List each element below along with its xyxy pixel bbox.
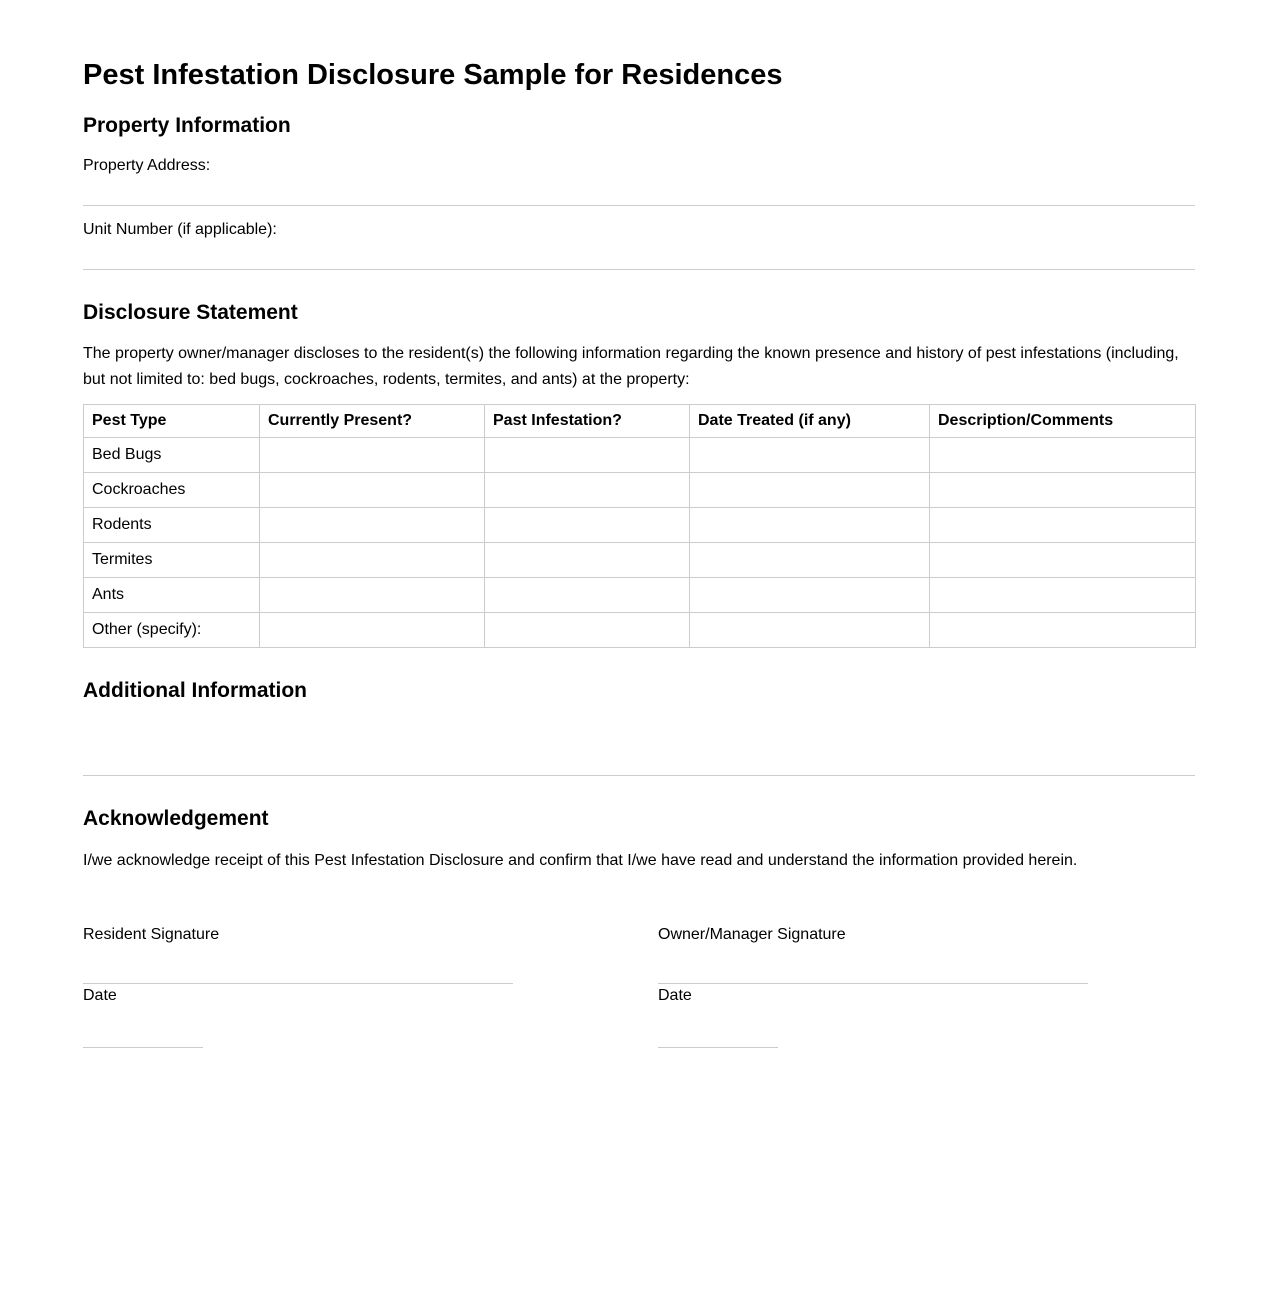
date-treated-cell[interactable] bbox=[690, 578, 930, 613]
section-property-information bbox=[83, 113, 1195, 270]
description-comments-cell[interactable] bbox=[930, 613, 1196, 648]
additional-information-input-area[interactable] bbox=[83, 719, 1195, 776]
past-infestation-cell[interactable] bbox=[485, 613, 690, 648]
description-comments-cell[interactable] bbox=[930, 438, 1196, 473]
currently-present-cell[interactable] bbox=[260, 508, 485, 543]
pest-infestation-table bbox=[83, 404, 1196, 648]
date-treated-cell[interactable] bbox=[690, 438, 930, 473]
table-row bbox=[84, 578, 1196, 613]
unit-number-input-line[interactable] bbox=[83, 242, 1195, 270]
description-comments-cell[interactable] bbox=[930, 543, 1196, 578]
property-address-field bbox=[83, 154, 1195, 206]
section-acknowledgement bbox=[83, 806, 1195, 1048]
property-address-input-line[interactable] bbox=[83, 178, 1195, 206]
currently-present-cell[interactable] bbox=[260, 473, 485, 508]
column-header-pest-type: Pest Type bbox=[84, 405, 260, 438]
disclosure-intro-text: The property owner/manager discloses to the resident(s) the following information regarding the known presence and history of pest infestations (including, but not limited to: bed bugs, cockroaches, rodents, termites, and ants) at the property: bbox=[83, 345, 1179, 388]
property-address-label: Property Address: bbox=[83, 156, 211, 174]
past-infestation-cell[interactable] bbox=[485, 473, 690, 508]
resident-signature-label: Resident Signature bbox=[83, 926, 220, 944]
table-row bbox=[84, 438, 1196, 473]
table-row bbox=[84, 543, 1196, 578]
past-infestation-cell[interactable] bbox=[485, 438, 690, 473]
past-infestation-cell[interactable] bbox=[485, 578, 690, 613]
disclosure-statement-heading: Disclosure Statement bbox=[83, 300, 298, 324]
past-infestation-cell[interactable] bbox=[485, 543, 690, 578]
pest-type-cell: Cockroaches bbox=[84, 473, 260, 508]
pest-type-cell: Bed Bugs bbox=[84, 438, 260, 473]
resident-signature-line[interactable] bbox=[83, 947, 513, 984]
column-header-description-comments: Description/Comments bbox=[930, 405, 1196, 438]
past-infestation-cell[interactable] bbox=[485, 508, 690, 543]
owner-manager-date-line[interactable] bbox=[658, 1008, 778, 1048]
pest-type-cell: Ants bbox=[84, 578, 260, 613]
acknowledgement-statement: I/we acknowledge receipt of this Pest Infestation Disclosure and confirm that I/we have read and understand the information provided herein. bbox=[83, 851, 1078, 869]
section-disclosure-statement bbox=[83, 300, 1195, 648]
description-comments-cell[interactable] bbox=[930, 473, 1196, 508]
table-row bbox=[84, 508, 1196, 543]
pest-type-cell: Other (specify): bbox=[84, 613, 260, 648]
table-row bbox=[84, 613, 1196, 648]
date-treated-cell[interactable] bbox=[690, 543, 930, 578]
column-header-date-treated: Date Treated (if any) bbox=[690, 405, 930, 438]
column-header-past-infestation: Past Infestation? bbox=[485, 405, 690, 438]
date-treated-cell[interactable] bbox=[690, 613, 930, 648]
pest-type-cell: Termites bbox=[84, 543, 260, 578]
additional-information-heading: Additional Information bbox=[83, 679, 307, 703]
signature-row bbox=[83, 923, 1195, 1048]
owner-manager-signature-line[interactable] bbox=[658, 947, 1088, 984]
currently-present-cell[interactable] bbox=[260, 613, 485, 648]
description-comments-cell[interactable] bbox=[930, 508, 1196, 543]
page-title: Pest Infestation Disclosure Sample for Residences bbox=[83, 59, 783, 91]
description-comments-cell[interactable] bbox=[930, 578, 1196, 613]
property-information-heading: Property Information bbox=[83, 113, 291, 137]
owner-manager-signature-block bbox=[658, 923, 1088, 1048]
acknowledgement-heading: Acknowledgement bbox=[83, 807, 269, 831]
pest-type-cell: Rodents bbox=[84, 508, 260, 543]
table-row bbox=[84, 473, 1196, 508]
currently-present-cell[interactable] bbox=[260, 438, 485, 473]
resident-date-line[interactable] bbox=[83, 1008, 203, 1048]
unit-number-field bbox=[83, 218, 1195, 270]
date-treated-cell[interactable] bbox=[690, 508, 930, 543]
owner-manager-date-label: Date bbox=[658, 987, 692, 1005]
date-treated-cell[interactable] bbox=[690, 473, 930, 508]
currently-present-cell[interactable] bbox=[260, 578, 485, 613]
owner-manager-signature-label: Owner/Manager Signature bbox=[658, 926, 846, 944]
column-header-currently-present: Currently Present? bbox=[260, 405, 485, 438]
unit-number-label: Unit Number (if applicable): bbox=[83, 220, 277, 238]
currently-present-cell[interactable] bbox=[260, 543, 485, 578]
table-header-row bbox=[84, 405, 1196, 438]
section-additional-information bbox=[83, 678, 1195, 776]
resident-signature-block bbox=[83, 923, 513, 1048]
resident-date-label: Date bbox=[83, 987, 117, 1005]
